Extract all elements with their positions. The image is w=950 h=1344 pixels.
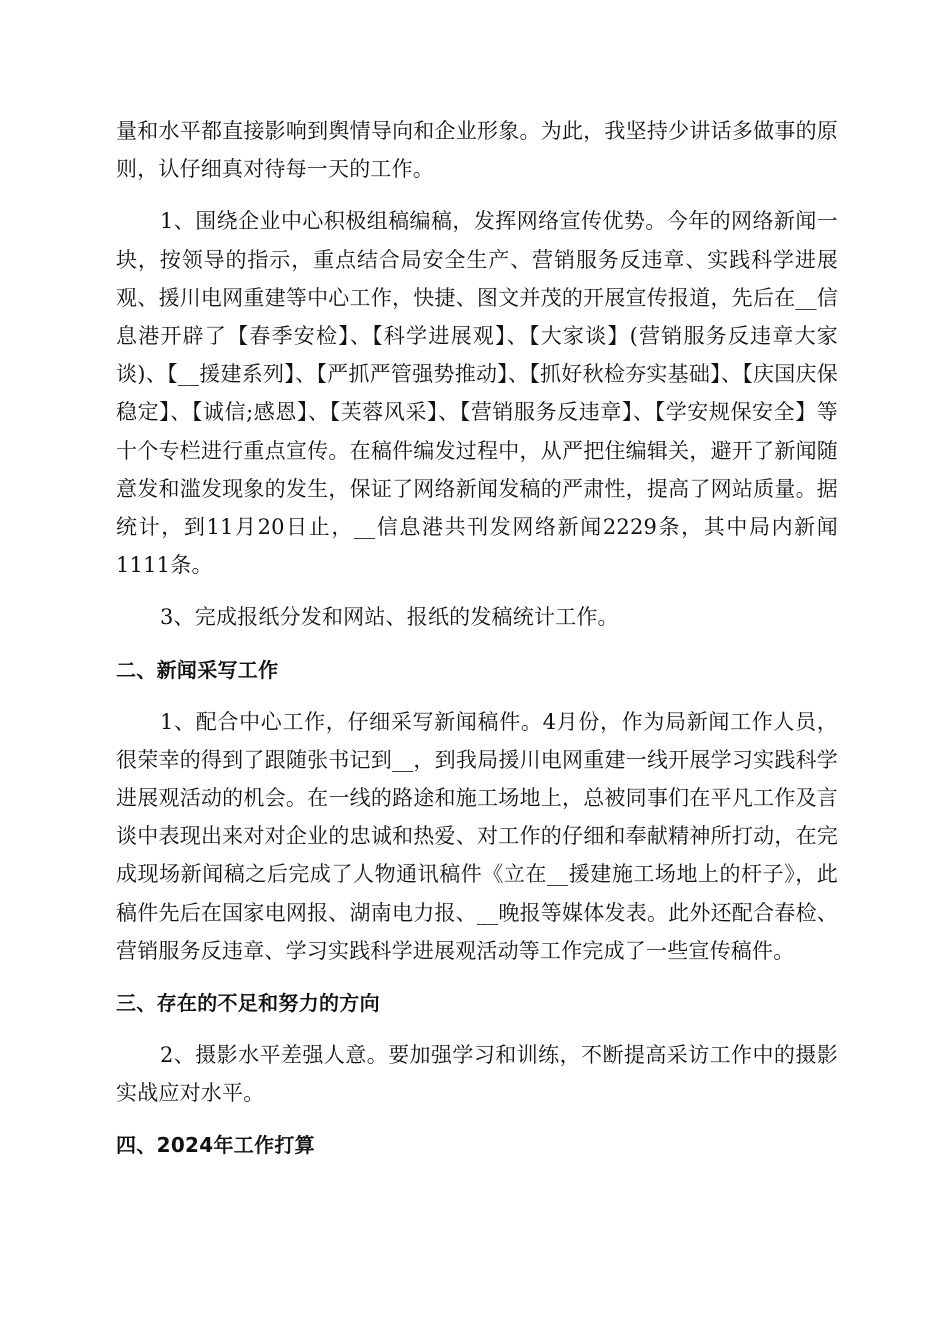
section-heading-work-plan: 四、2024年工作打算	[116, 1133, 315, 1158]
paragraph-intro-continued: 量和水平都直接影响到舆情导向和企业形象。为此，我坚持少讲话多做事的原则，认仔细真对待每一天的工作。	[116, 119, 838, 182]
paragraph-newspaper-distribution: 3、完成报纸分发和网站、报纸的发稿统计工作。	[160, 605, 619, 630]
document-page	[116, 112, 838, 1178]
section-heading-shortcomings: 三、存在的不足和努力的方向	[116, 991, 380, 1016]
paragraph-news-writing: 1、配合中心工作，仔细采写新闻稿件。4月份，作为局新闻工作人员，很荣幸的得到了跟随张书记到__，到我局援川电网重建一线开展学习实践科学进展观活动的机会。在一线的路途和施工场地上，总被同事们在平凡工作及言谈中表现出来对对企业的忠诚和热爱、对工作的仔细和奉献精神所打动，在完成现场新闻稿之后完成了人物通讯稿件《立在__援建施工场地上的杆子》，此稿件先后在国家电网报、湖南电力报、__晚报等媒体发表。此外还配合春检、营销服务反违章、学习实践科学进展观活动等工作完成了一些宣传稿件。	[116, 709, 838, 963]
paragraph-network-news: 1、围绕企业中心积极组稿编稿，发挥网络宣传优势。今年的网络新闻一块，按领导的指示，重点结合局安全生产、营销服务反违章、实践科学进展观、援川电网重建等中心工作，快捷、图文并茂的开展宣传报道，先后在__信息港开辟了【春季安检】、【科学进展观】、【大家谈】(营销服务反违章大家谈)、【__援建系列】、【严抓严管强势推动】、【抓好秋检夯实基础】、【庆国庆保稳定】、【诚信;感恩】、【芙蓉风采】、【营销服务反违章】、【学安规保安全】等十个专栏进行重点宣传。在稿件编发过程中，从严把住编辑关，避开了新闻随意发和滥发现象的发生，保证了网络新闻发稿的严肃性，提高了网站质量。据统计，到11月20日止，__信息港共刊发网络新闻2229条，其中局内新闻1111条。	[116, 209, 838, 578]
section-heading-news-writing: 二、新闻采写工作	[116, 657, 279, 682]
paragraph-photography: 2、摄影水平差强人意。要加强学习和训练，不断提高采访工作中的摄影实战应对水平。	[116, 1043, 838, 1106]
